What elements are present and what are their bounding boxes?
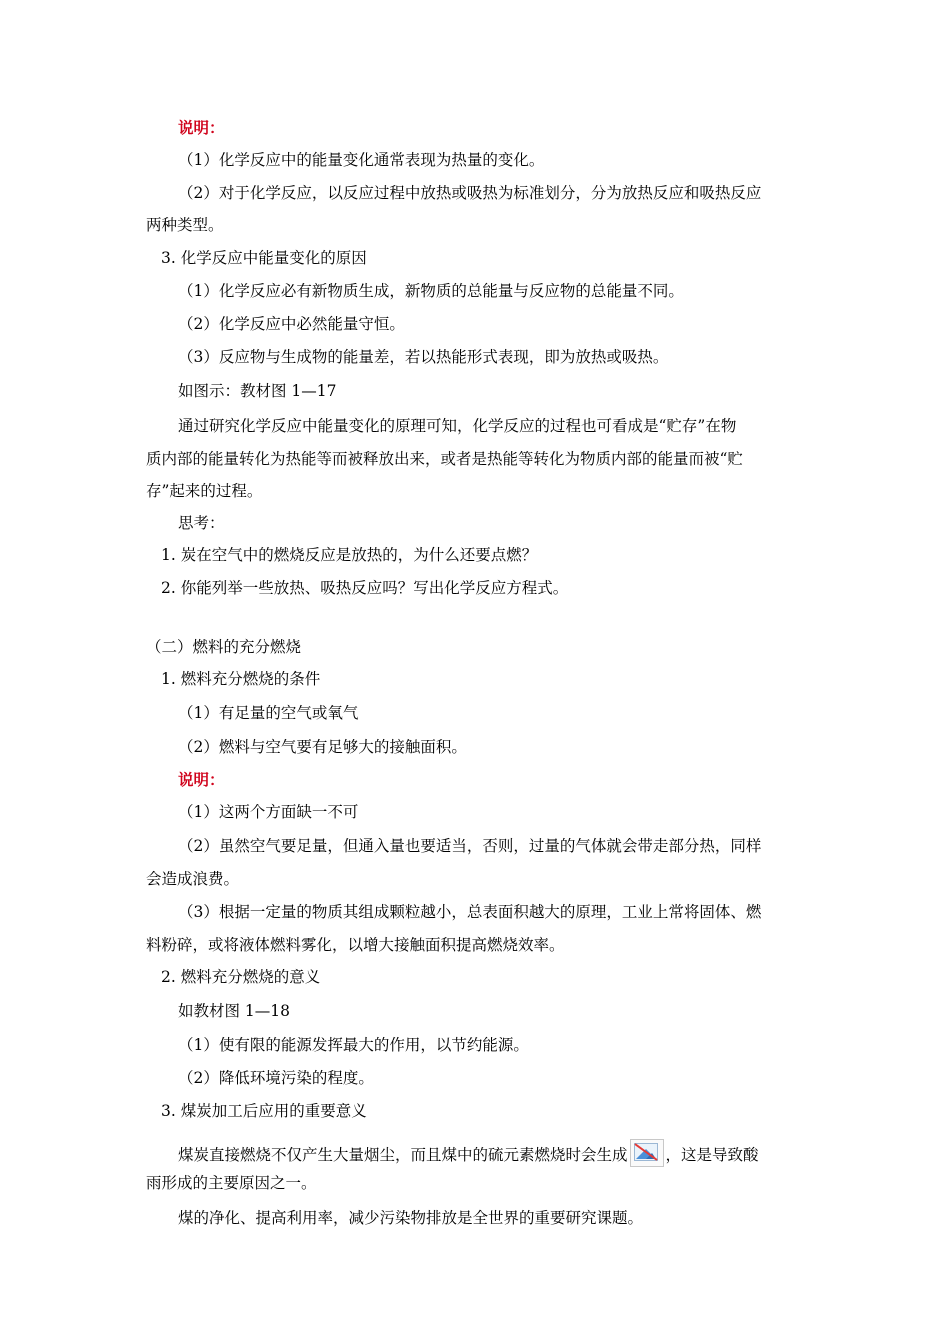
paragraph-line: 如教材图 1—18 (178, 1002, 291, 1020)
paragraph-line: （2）化学反应中必然能量守恒。 (178, 315, 405, 333)
question-item: 1. 炭在空气中的燃烧反应是放热的，为什么还要点燃？ (161, 546, 538, 564)
paragraph-line: 煤的净化、提高利用率，减少污染物排放是全世界的重要研究课题。 (178, 1209, 644, 1227)
section-heading: 3. 煤炭加工后应用的重要意义 (161, 1102, 367, 1120)
paragraph-text: 煤炭直接燃烧不仅产生大量烟尘，而且煤中的硫元素燃烧时会生成 (178, 1146, 628, 1164)
paragraph-line: 会造成浪费。 (146, 870, 240, 888)
paragraph-line: （3）反应物与生成物的能量差，若以热能形式表现，即为放热或吸热。 (178, 348, 669, 366)
paragraph-line: 雨形成的主要原因之一。 (146, 1174, 317, 1192)
paragraph-line: （1）有足量的空气或氧气 (178, 704, 359, 722)
paragraph-text: ，这是导致酸 (665, 1146, 759, 1164)
paragraph-line: （2）降低环境污染的程度。 (178, 1069, 374, 1087)
paragraph-line: 料粉碎，或将液体燃料雾化，以增大接触面积提高燃烧效率。 (146, 936, 565, 954)
paragraph-line: （2）对于化学反应，以反应过程中放热或吸热为标准划分，分为放热反应和吸热反应 (178, 184, 762, 202)
section-heading: 1. 燃料充分燃烧的条件 (161, 670, 321, 688)
paragraph-line (178, 1139, 759, 1167)
paragraph-line: 存”起来的过程。 (146, 482, 263, 500)
paragraph-line: （2）燃料与空气要有足够大的接触面积。 (178, 738, 467, 756)
question-item: 2. 你能列举一些放热、吸热反应吗？写出化学反应方程式。 (161, 579, 569, 597)
paragraph-line: 通过研究化学反应中能量变化的原理可知，化学反应的过程也可看成是“贮存”在物 (178, 417, 737, 435)
paragraph-line: 思考： (178, 514, 225, 532)
paragraph-line: （1）使有限的能源发挥最大的作用，以节约能源。 (178, 1036, 529, 1054)
paragraph-line: 两种类型。 (146, 216, 224, 234)
paragraph-line: （1）化学反应中的能量变化通常表现为热量的变化。 (178, 151, 545, 169)
note-heading: 说明： (178, 118, 225, 137)
section-heading: 2. 燃料充分燃烧的意义 (161, 968, 321, 986)
paragraph-line: 质内部的能量转化为热能等而被释放出来，或者是热能等转化为物质内部的能量而被“贮 (146, 450, 743, 468)
paragraph-line: 如图示：教材图 1—17 (178, 382, 337, 400)
paragraph-line: （3）根据一定量的物质其组成颗粒越小，总表面积越大的原理，工业上常将固体、燃 (178, 903, 762, 921)
paragraph-line: （1）这两个方面缺一不可 (178, 803, 359, 821)
broken-image-icon (630, 1139, 664, 1167)
section-heading: 3. 化学反应中能量变化的原因 (161, 249, 367, 267)
paragraph-line: （2）虽然空气要足量，但通入量也要适当，否则，过量的气体就会带走部分热，同样 (178, 837, 762, 855)
section-heading: （二）燃料的充分燃烧 (146, 638, 302, 656)
note-heading: 说明： (178, 770, 225, 789)
paragraph-line: （1）化学反应必有新物质生成，新物质的总能量与反应物的总能量不同。 (178, 282, 684, 300)
